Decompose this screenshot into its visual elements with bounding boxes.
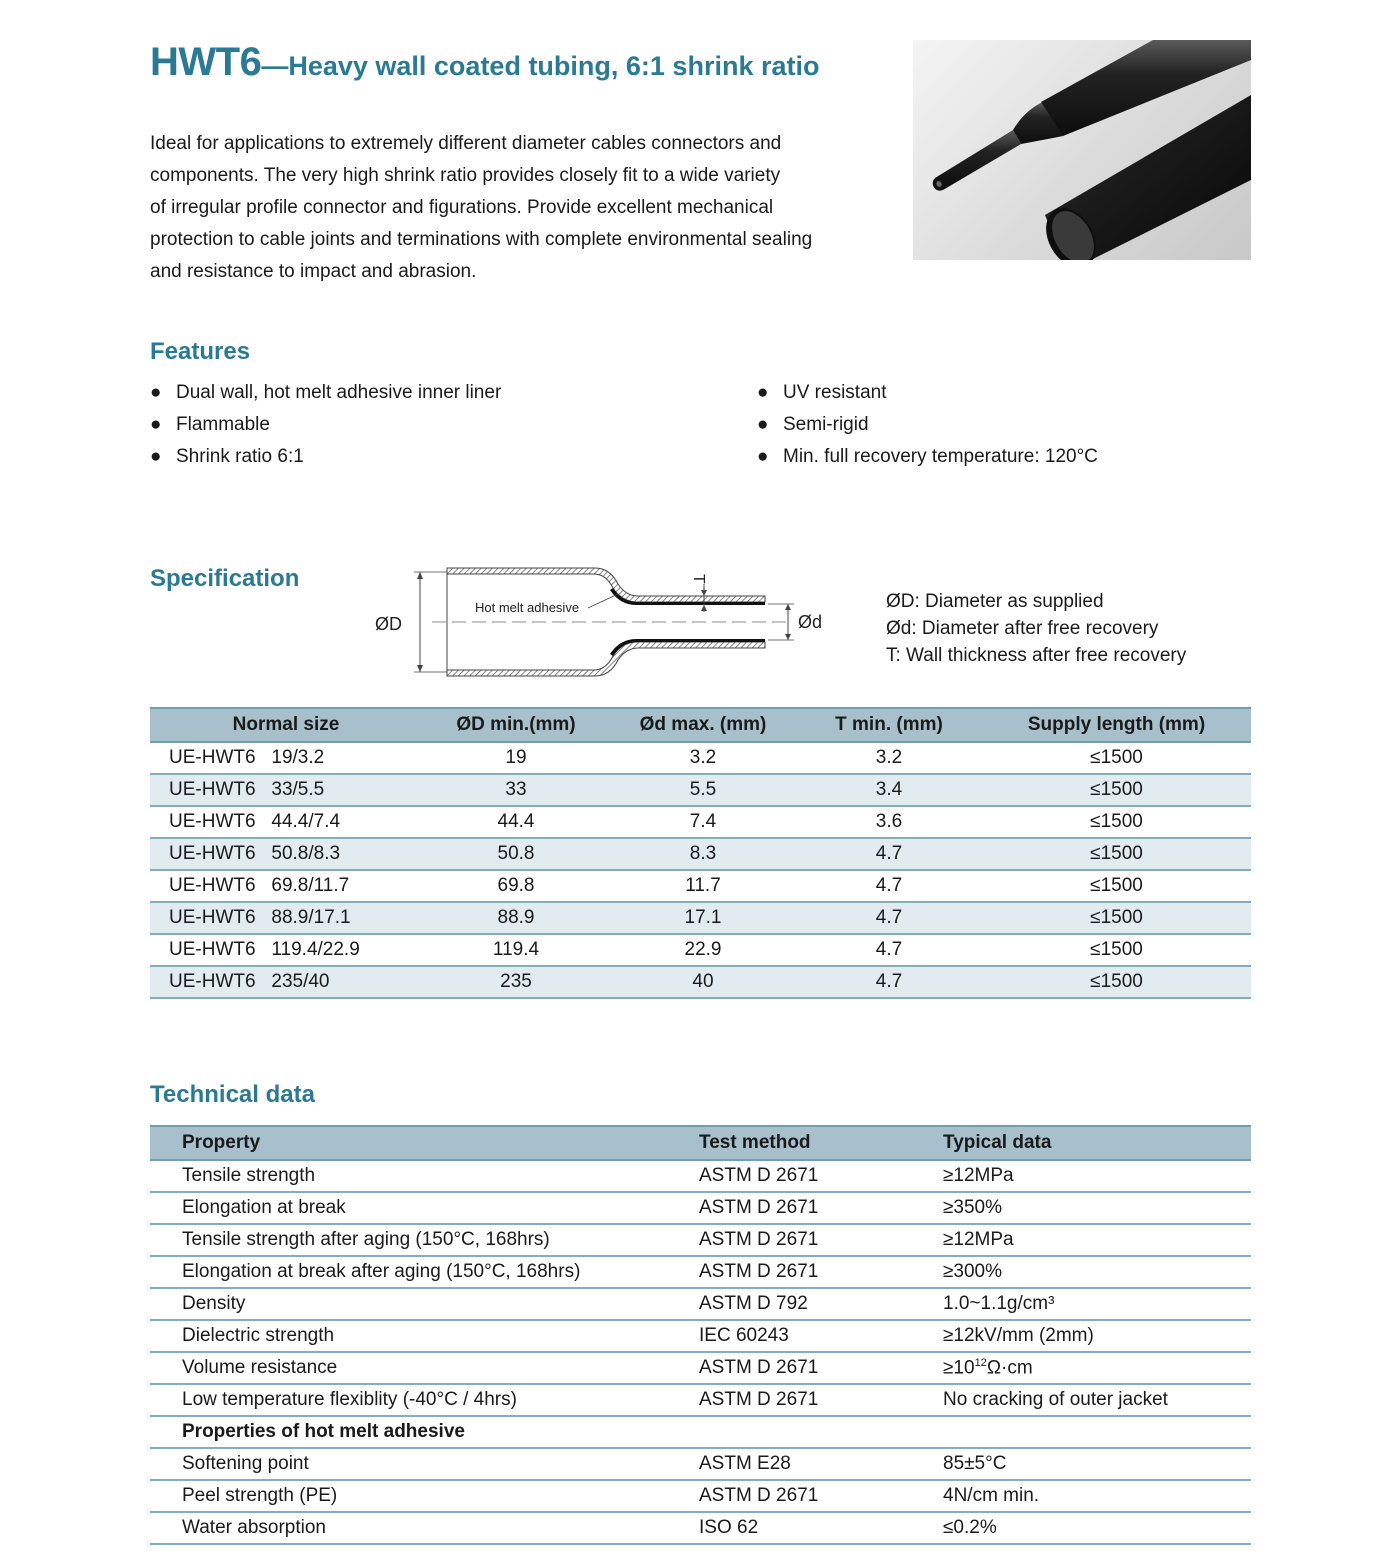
- table-cell: 4.7: [796, 870, 982, 902]
- table-row: [150, 1512, 1251, 1544]
- table-cell: ISO 62: [699, 1512, 943, 1544]
- table-cell: ASTM D 2671: [699, 1256, 943, 1288]
- table-row: [150, 838, 1251, 870]
- feature-text: UV resistant: [783, 382, 887, 403]
- legend-item: ØD: Diameter as supplied: [886, 591, 1104, 612]
- table-cell: ≤1500: [982, 806, 1251, 838]
- tubing-cross-section-diagram: [370, 560, 840, 685]
- table-row: [150, 1320, 1251, 1352]
- table-cell: ≤1500: [982, 934, 1251, 966]
- table-cell: UE-HWT6 69.8/11.7: [150, 870, 422, 902]
- table-cell: 19: [422, 742, 610, 774]
- table-cell: ≤1500: [982, 742, 1251, 774]
- table-cell: ≤1500: [982, 966, 1251, 998]
- column-header: Test method: [699, 1126, 943, 1160]
- title-code: HWT6: [150, 40, 262, 84]
- table-cell: ASTM D 2671: [699, 1160, 943, 1192]
- table-cell: Peel strength (PE): [150, 1480, 699, 1512]
- technical-data-table: [150, 1125, 1251, 1545]
- specification-table: [150, 707, 1251, 999]
- table-row: [150, 742, 1251, 774]
- table-cell: 69.8: [422, 870, 610, 902]
- table-cell: Tensile strength: [150, 1160, 699, 1192]
- table-row: [150, 902, 1251, 934]
- table-cell: [943, 1416, 1251, 1448]
- column-header: ØD min.(mm): [422, 708, 610, 742]
- table-cell: No cracking of outer jacket: [943, 1384, 1251, 1416]
- table-cell: 4.7: [796, 902, 982, 934]
- table-cell: Volume resistance: [150, 1352, 699, 1384]
- table-row: [150, 870, 1251, 902]
- table-cell: ≥12MPa: [943, 1224, 1251, 1256]
- table-row: [150, 1480, 1251, 1512]
- table-cell: 1.0~1.1g/cm³: [943, 1288, 1251, 1320]
- feature-item: [150, 414, 270, 436]
- table-cell: 50.8: [422, 838, 610, 870]
- table-cell: ASTM D 2671: [699, 1384, 943, 1416]
- column-header: Ød max. (mm): [610, 708, 796, 742]
- tubing-illustration: [913, 40, 1251, 260]
- column-header: T min. (mm): [796, 708, 982, 742]
- table-row: [150, 934, 1251, 966]
- table-row: [150, 1192, 1251, 1224]
- table-cell: Elongation at break: [150, 1192, 699, 1224]
- intro-line: protection to cable joints and terminations with complete environmental sealing: [150, 229, 813, 250]
- feature-item: [757, 446, 1098, 468]
- value-prefix: ≥10: [943, 1357, 975, 1379]
- table-row: [150, 806, 1251, 838]
- table-cell: 5.5: [610, 774, 796, 806]
- intro-line: components. The very high shrink ratio provides closely fit to a wide variety: [150, 165, 781, 186]
- feature-text: Flammable: [176, 414, 270, 435]
- intro-line: of irregular profile connector and figurations. Provide excellent mechanical: [150, 197, 774, 218]
- feature-text: Semi-rigid: [783, 414, 869, 435]
- table-cell: Softening point: [150, 1448, 699, 1480]
- table-cell: 33: [422, 774, 610, 806]
- table-cell: 4N/cm min.: [943, 1480, 1251, 1512]
- table-cell: ≤1500: [982, 902, 1251, 934]
- feature-text: Dual wall, hot melt adhesive inner liner: [176, 382, 502, 403]
- table-cell: ≥12MPa: [943, 1160, 1251, 1192]
- column-header: Supply length (mm): [982, 708, 1251, 742]
- table-cell: UE-HWT6 88.9/17.1: [150, 902, 422, 934]
- bullet-icon: ●: [150, 414, 162, 435]
- section-heading-cell: Properties of hot melt adhesive: [150, 1416, 699, 1448]
- feature-text: Shrink ratio 6:1: [176, 446, 304, 467]
- table-cell: 8.3: [610, 838, 796, 870]
- technical-heading: Technical data: [150, 1081, 315, 1108]
- table-row: [150, 1384, 1251, 1416]
- table-row: [150, 774, 1251, 806]
- table-header-row: [150, 1126, 1251, 1160]
- table-cell: IEC 60243: [699, 1320, 943, 1352]
- table-cell: 17.1: [610, 902, 796, 934]
- table-cell: UE-HWT6 44.4/7.4: [150, 806, 422, 838]
- column-header: Typical data: [943, 1126, 1251, 1160]
- table-cell: UE-HWT6 33/5.5: [150, 774, 422, 806]
- legend-item: T: Wall thickness after free recovery: [886, 645, 1187, 666]
- product-photo: [913, 40, 1251, 260]
- table-cell: ASTM D 792: [699, 1288, 943, 1320]
- table-cell: 11.7: [610, 870, 796, 902]
- feature-item: [757, 382, 886, 404]
- table-cell: [699, 1416, 943, 1448]
- table-cell: ≥12kV/mm (2mm): [943, 1320, 1251, 1352]
- intro-paragraph: [150, 128, 890, 288]
- table-cell: ASTM D 2671: [699, 1480, 943, 1512]
- feature-item: [150, 382, 501, 404]
- table-cell: ASTM D 2671: [699, 1224, 943, 1256]
- table-row: [150, 1256, 1251, 1288]
- table-cell: UE-HWT6 119.4/22.9: [150, 934, 422, 966]
- table-cell: 88.9: [422, 902, 610, 934]
- bullet-icon: ●: [757, 446, 769, 467]
- feature-item: [150, 446, 304, 468]
- table-cell: 7.4: [610, 806, 796, 838]
- page-title: [150, 40, 819, 85]
- legend-item: Ød: Diameter after free recovery: [886, 618, 1159, 639]
- table-cell: 44.4: [422, 806, 610, 838]
- table-cell: ≤1500: [982, 774, 1251, 806]
- table-cell: Density: [150, 1288, 699, 1320]
- table-cell: 22.9: [610, 934, 796, 966]
- value-exponent: 12: [974, 1356, 987, 1369]
- diagram-label-d: Ød: [798, 612, 823, 632]
- features-heading: Features: [150, 338, 251, 365]
- table-row: [150, 1160, 1251, 1192]
- table-cell: 40: [610, 966, 796, 998]
- table-cell: 4.7: [796, 838, 982, 870]
- bullet-icon: ●: [150, 446, 162, 467]
- table-cell: Dielectric strength: [150, 1320, 699, 1352]
- diagram-label-adhesive: Hot melt adhesive: [475, 600, 580, 615]
- table-row: [150, 1352, 1251, 1384]
- feature-item: [757, 414, 869, 436]
- table-row: [150, 966, 1251, 998]
- table-cell: ≥350%: [943, 1192, 1251, 1224]
- table-cell: 4.7: [796, 966, 982, 998]
- bullet-icon: ●: [757, 382, 769, 403]
- table-cell: 3.2: [796, 742, 982, 774]
- table-cell: ≤0.2%: [943, 1512, 1251, 1544]
- table-row: [150, 1448, 1251, 1480]
- intro-line: and resistance to impact and abrasion.: [150, 261, 477, 282]
- bullet-icon: ●: [757, 414, 769, 435]
- table-cell: ASTM D 2671: [699, 1192, 943, 1224]
- diagram-label-D: ØD: [375, 614, 402, 634]
- table-section-row: [150, 1416, 1251, 1448]
- intro-line: Ideal for applications to extremely different diameter cables connectors and: [150, 133, 782, 154]
- table-cell: 3.6: [796, 806, 982, 838]
- table-cell: UE-HWT6 19/3.2: [150, 742, 422, 774]
- feature-text: Min. full recovery temperature: 120°C: [783, 446, 1098, 467]
- table-header-row: [150, 708, 1251, 742]
- table-cell: ASTM E28: [699, 1448, 943, 1480]
- table-cell: ASTM D 2671: [699, 1352, 943, 1384]
- table-cell: Water absorption: [150, 1512, 699, 1544]
- table-cell: 85±5°C: [943, 1448, 1251, 1480]
- table-cell: Low temperature flexiblity (-40°C / 4hrs): [150, 1384, 699, 1416]
- table-cell: 4.7: [796, 934, 982, 966]
- table-cell: [943, 1352, 1251, 1384]
- table-cell: ≤1500: [982, 838, 1251, 870]
- specification-heading: Specification: [150, 565, 300, 592]
- column-header: Property: [150, 1126, 699, 1160]
- table-cell: 3.2: [610, 742, 796, 774]
- table-row: [150, 1224, 1251, 1256]
- table-cell: ≤1500: [982, 870, 1251, 902]
- title-subtitle: —Heavy wall coated tubing, 6:1 shrink ratio: [261, 51, 820, 81]
- table-cell: Tensile strength after aging (150°C, 168hrs): [150, 1224, 699, 1256]
- column-header: Normal size: [150, 708, 422, 742]
- value-unit: Ω·cm: [986, 1357, 1033, 1379]
- table-cell: ≥300%: [943, 1256, 1251, 1288]
- table-cell: Elongation at break after aging (150°C, 168hrs): [150, 1256, 699, 1288]
- table-cell: UE-HWT6 50.8/8.3: [150, 838, 422, 870]
- bullet-icon: ●: [150, 382, 162, 403]
- table-cell: 119.4: [422, 934, 610, 966]
- table-cell: 3.4: [796, 774, 982, 806]
- diagram-label-T: T: [690, 574, 707, 584]
- table-row: [150, 1288, 1251, 1320]
- table-cell: UE-HWT6 235/40: [150, 966, 422, 998]
- table-cell: 235: [422, 966, 610, 998]
